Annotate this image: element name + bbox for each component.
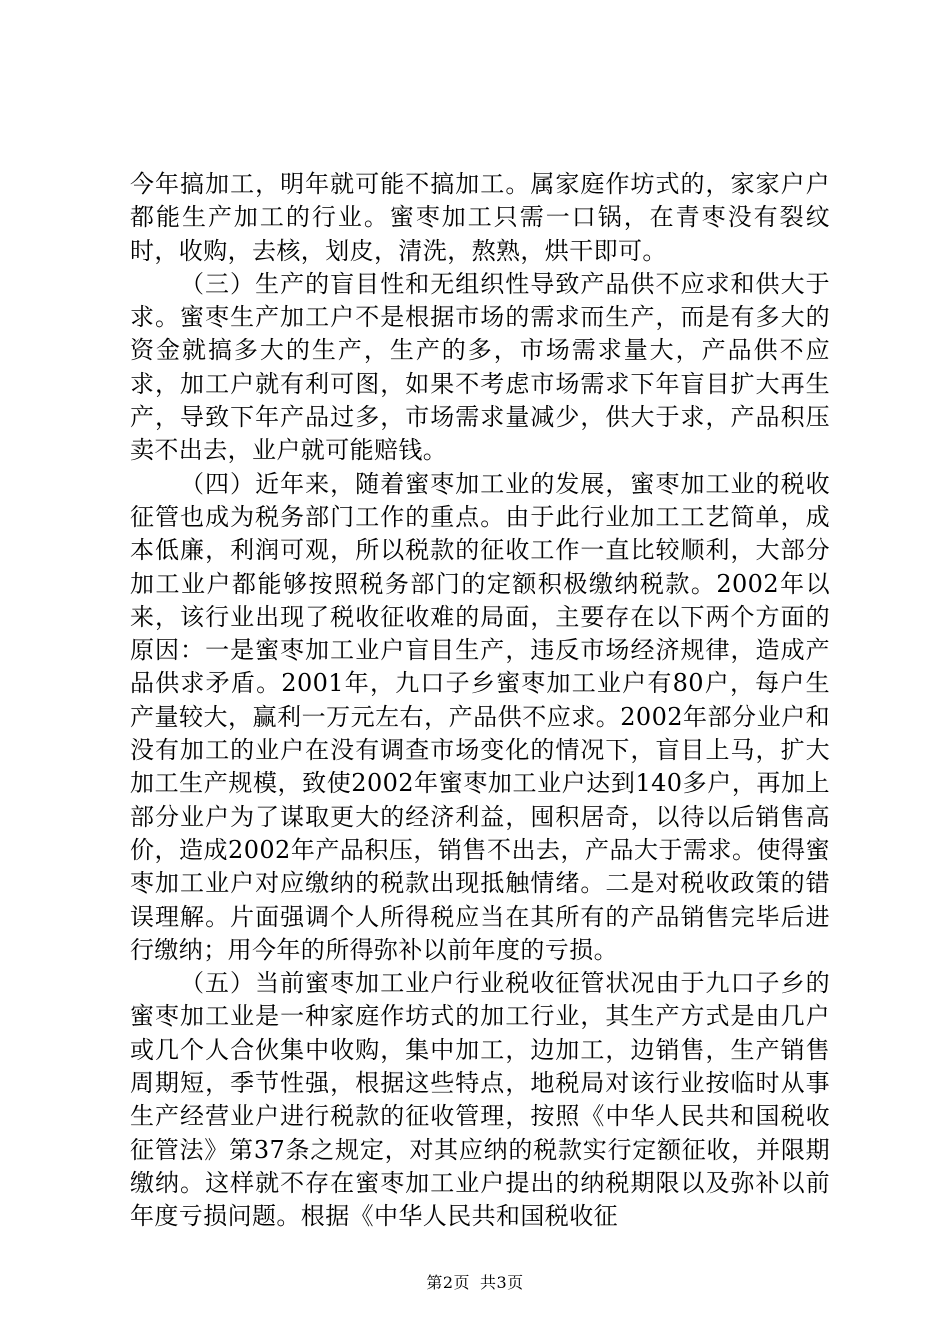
page-total: 共3页 (480, 1273, 524, 1292)
paragraph-section-4: （四）近年来，随着蜜枣加工业的发展，蜜枣加工业的税收征管也成为税务部门工作的重点。由于此行业加工工艺简单，成本低廉，利润可观，所以税款的征收工作一直比较顺利，大部分加工业户都能够按照税务部门的定额积极缴纳税款。2002年以来，该行业出现了税收征收难的局面，主要存在以下两个方面的原因：一是蜜枣加工业户盲目生产，违反市场经济规律，造成产品供求矛盾。2001年，九口子乡蜜枣加工业户有80户，每户生产量较大，赢利一万元左右，产品供不应求。2002年部分业户和没有加工的业户在没有调查市场变化的情况下，盲目上马，扩大加工生产规模，致使2002年蜜枣加工业户达到140多户，再加上部分业户为了谋取更大的经济利益，囤积居奇，以待以后销售高价，造成2002年产品积压，销售不出去，产品大于需求。使得蜜枣加工业户对应缴纳的税款出现抵触情绪。二是对税收政策的错误理解。片面强调个人所得税应当在其所有的产品销售完毕后进行缴纳；用今年的所得弥补以前年度的亏损。 (130, 469, 830, 964)
page-footer (0, 1270, 950, 1293)
document-body (130, 168, 830, 1234)
paragraph-section-5: （五）当前蜜枣加工业户行业税收征管状况由于九口子乡的蜜枣加工业是一种家庭作坊式的加工行业，其生产方式是由几户或几个人合伙集中收购，集中加工，边加工，边销售，生产销售周期短，季节性强，根据这些特点，地税局对该行业按临时从事生产经营业户进行税款的征收管理，按照《中华人民共和国税收征管法》第37条之规定，对其应纳的税款实行定额征收，并限期缴纳。这样就不存在蜜枣加工业户提出的纳税期限以及弥补以前年度亏损问题。根据《中华人民共和国税收征 (130, 969, 830, 1231)
paragraph-section-3: （三）生产的盲目性和无组织性导致产品供不应求和供大于求。蜜枣生产加工户不是根据市场的需求而生产，而是有多大的资金就搞多大的生产，生产的多，市场需求量大，产品供不应求，加工户就有利可图，如果不考虑市场需求下年盲目扩大再生产，导致下年产品过多，市场需求量减少，供大于求，产品积压卖不出去，业户就可能赔钱。 (130, 269, 830, 465)
page-number: 第2页 (426, 1273, 470, 1292)
paragraph-continuation: 今年搞加工，明年就可能不搞加工。属家庭作坊式的，家家户户都能生产加工的行业。蜜枣加工只需一口锅，在青枣没有裂纹时，收购，去核，划皮，清洗，熬熟，烘干即可。 (130, 170, 830, 265)
